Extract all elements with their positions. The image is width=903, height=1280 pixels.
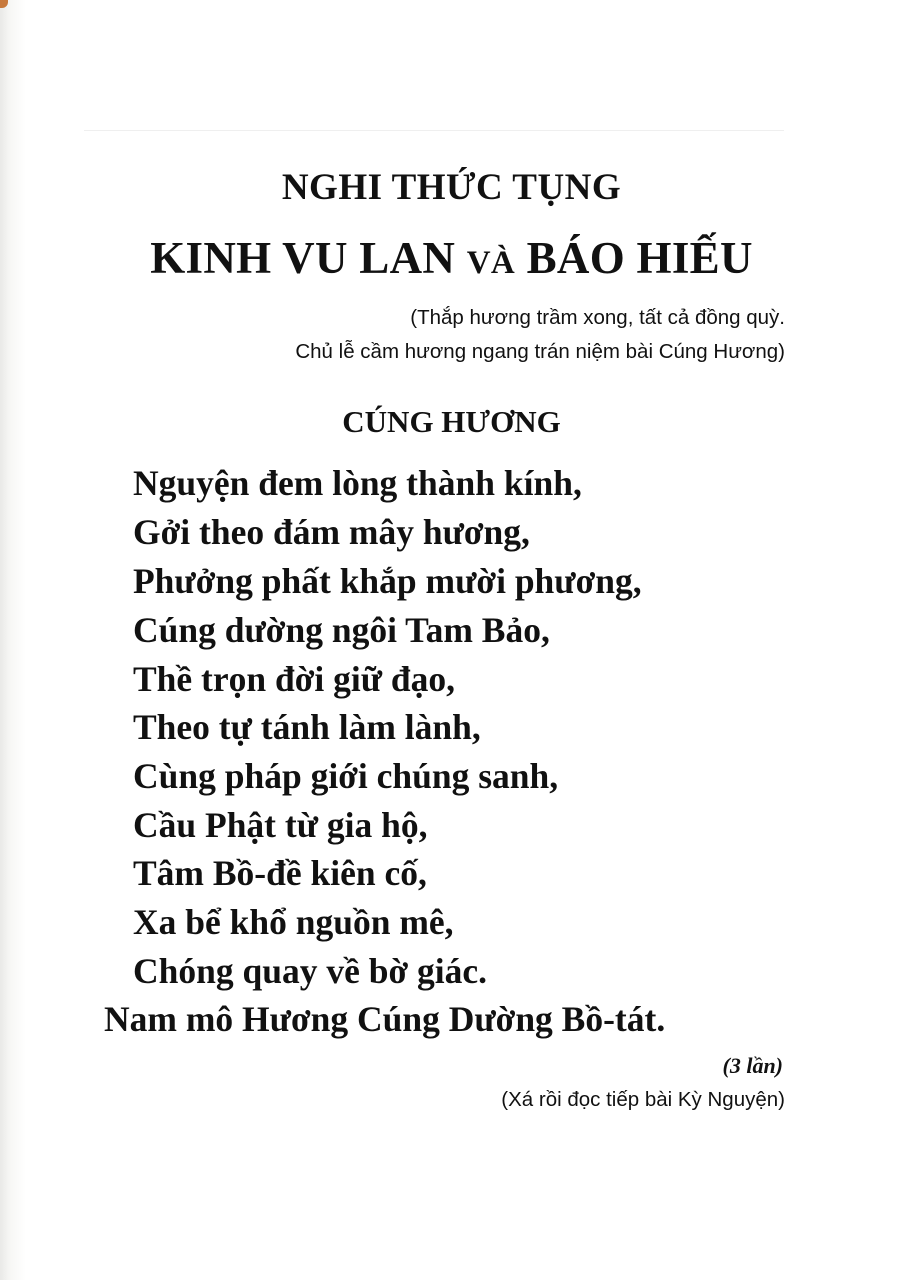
instruction-line-2: Chủ lễ cầm hương ngang trán niệm bài Cúng Hương)	[295, 340, 785, 363]
verse-line: Thề trọn đời giữ đạo,	[133, 659, 456, 699]
header-rule	[84, 130, 784, 131]
page-corner-mark	[0, 0, 8, 8]
verse-line: Cầu Phật từ gia hộ,	[133, 805, 428, 845]
verse-line: Phưởng phất khắp mười phương,	[133, 561, 642, 601]
instruction-line-1: (Thắp hương trầm xong, tất cả đồng quỳ.	[410, 306, 785, 329]
title-line-1: NGHI THỨC TỤNG	[281, 167, 622, 208]
title-line-2	[0, 232, 903, 284]
section-title: CÚNG HƯƠNG	[342, 404, 561, 439]
verse-line: Xa bể khổ nguồn mê,	[133, 902, 454, 942]
title-line-2-part-1: KINH VU LAN	[150, 233, 467, 283]
verse-line: Nguyện đem lòng thành kính,	[133, 463, 582, 503]
repeat-note: (3 lần)	[722, 1053, 783, 1078]
verse-line: Cùng pháp giới chúng sanh,	[133, 756, 559, 796]
verse-line: Tâm Bồ-đề kiên cố,	[133, 853, 427, 893]
title-line-2-part-3: BÁO HIẾU	[515, 233, 753, 283]
verse-line: Gởi theo đám mây hương,	[133, 512, 530, 552]
title-line-2-conjunction: VÀ	[466, 245, 516, 281]
final-verse: Nam mô Hương Cúng Dường Bồ-tát.	[104, 999, 666, 1039]
verse-line: Cúng dường ngôi Tam Bảo,	[133, 610, 550, 650]
verse-line: Chóng quay về bờ giác.	[133, 951, 488, 991]
closing-note: (Xá rồi đọc tiếp bài Kỳ Nguyện)	[501, 1088, 785, 1111]
verse-line: Theo tự tánh làm lành,	[133, 707, 481, 747]
